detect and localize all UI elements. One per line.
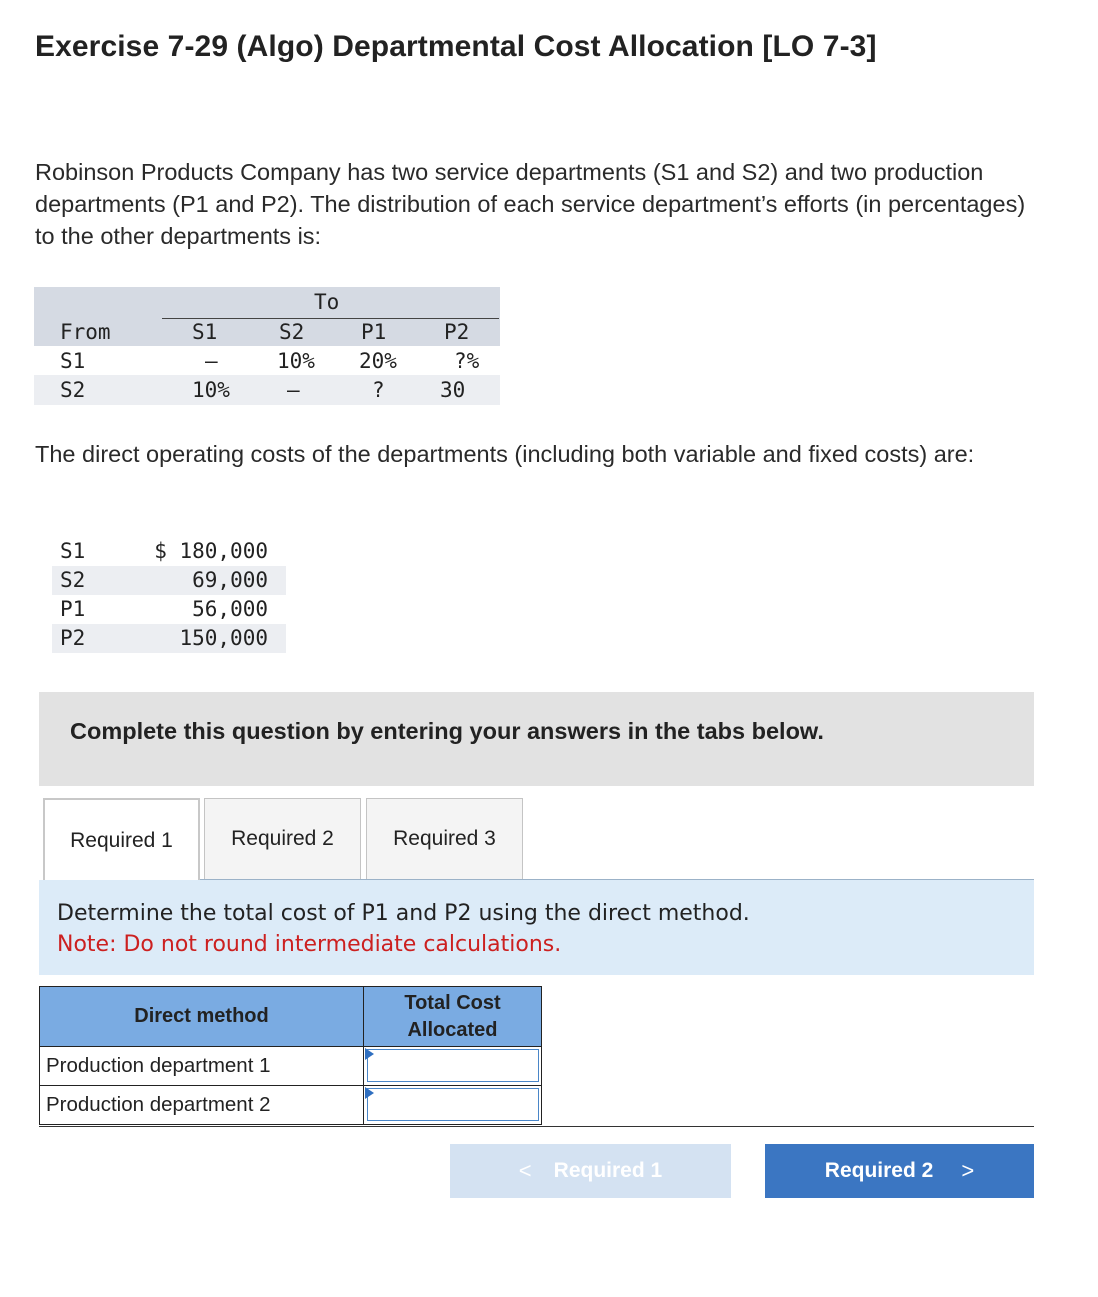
total-cost-header: [363, 986, 542, 1047]
cost-value: 150,000: [179, 626, 268, 650]
distribution-row-band: [34, 375, 500, 405]
problem-intro: Robinson Products Company has two service departments (S1 and S2) and two production departments (P1 and P2). The distribution of each service department’s efforts (in percentages) to the other departments is:: [35, 159, 1026, 249]
table-cell: —: [205, 349, 218, 373]
column-header: S2: [279, 320, 305, 344]
page-title: Exercise 7-29 (Algo) Departmental Cost Allocation [LO 7-3]: [35, 30, 877, 63]
from-label: From: [60, 320, 111, 344]
input-marker-icon: [365, 1048, 374, 1060]
instructions-banner: [39, 692, 1034, 786]
input-marker-icon: [365, 1087, 374, 1099]
table-cell: —: [287, 378, 300, 402]
rounding-note: Note: Do not round intermediate calculations.: [57, 932, 562, 957]
row-label: S2: [60, 378, 86, 402]
column-header: P1: [361, 320, 387, 344]
production-dept-1-input[interactable]: [367, 1049, 539, 1082]
direct-method-header: Direct method: [39, 986, 364, 1047]
row-label: Production department 2: [39, 1086, 364, 1125]
column-header: S1: [192, 320, 218, 344]
table-cell: ?: [372, 378, 385, 402]
next-button[interactable]: [765, 1144, 1034, 1198]
total-cost-header-line1: Total Cost: [404, 991, 501, 1014]
next-button-label: Required 2: [824, 1159, 934, 1182]
bottom-divider: [39, 1126, 1034, 1127]
previous-button-label: Required 1: [553, 1159, 663, 1182]
cost-value: 69,000: [192, 568, 268, 592]
to-underline: [162, 318, 499, 319]
table-cell: 30: [440, 378, 466, 402]
answer-cell: [363, 1047, 542, 1086]
distribution-table: [34, 287, 500, 405]
row-label: S2: [60, 568, 86, 592]
tab-required-1[interactable]: Required 1: [43, 798, 200, 882]
table-cell: ?%: [454, 349, 480, 373]
row-label: S1: [60, 539, 86, 563]
total-cost-header-line2: Allocated: [407, 1018, 498, 1041]
previous-button[interactable]: [450, 1144, 731, 1198]
tab-required-2[interactable]: Required 2: [204, 798, 361, 880]
row-label: S1: [60, 349, 86, 373]
table-cell: 20%: [359, 349, 397, 373]
instruction-text: Determine the total cost of P1 and P2 using the direct method.: [57, 901, 750, 926]
chevron-right-icon: >: [961, 1158, 975, 1183]
costs-intro: The direct operating costs of the departments (including both variable and fixed costs) are:: [35, 441, 975, 467]
table-cell: 10%: [277, 349, 315, 373]
answer-cell: [363, 1086, 542, 1125]
table-cell: 10%: [192, 378, 230, 402]
tab-required-3[interactable]: Required 3: [366, 798, 523, 880]
to-label: To: [314, 290, 340, 314]
row-label: Production department 1: [39, 1047, 364, 1086]
tab-instructions: [39, 880, 1034, 975]
cost-value: 56,000: [192, 597, 268, 621]
row-label: P1: [60, 597, 86, 621]
instructions-banner-text: Complete this question by entering your answers in the tabs below.: [70, 718, 824, 744]
cost-value: $ 180,000: [154, 539, 268, 563]
chevron-left-icon: <: [518, 1158, 532, 1183]
column-header: P2: [444, 320, 470, 344]
production-dept-2-input[interactable]: [367, 1088, 539, 1121]
costs-table: [52, 537, 286, 653]
row-label: P2: [60, 626, 86, 650]
